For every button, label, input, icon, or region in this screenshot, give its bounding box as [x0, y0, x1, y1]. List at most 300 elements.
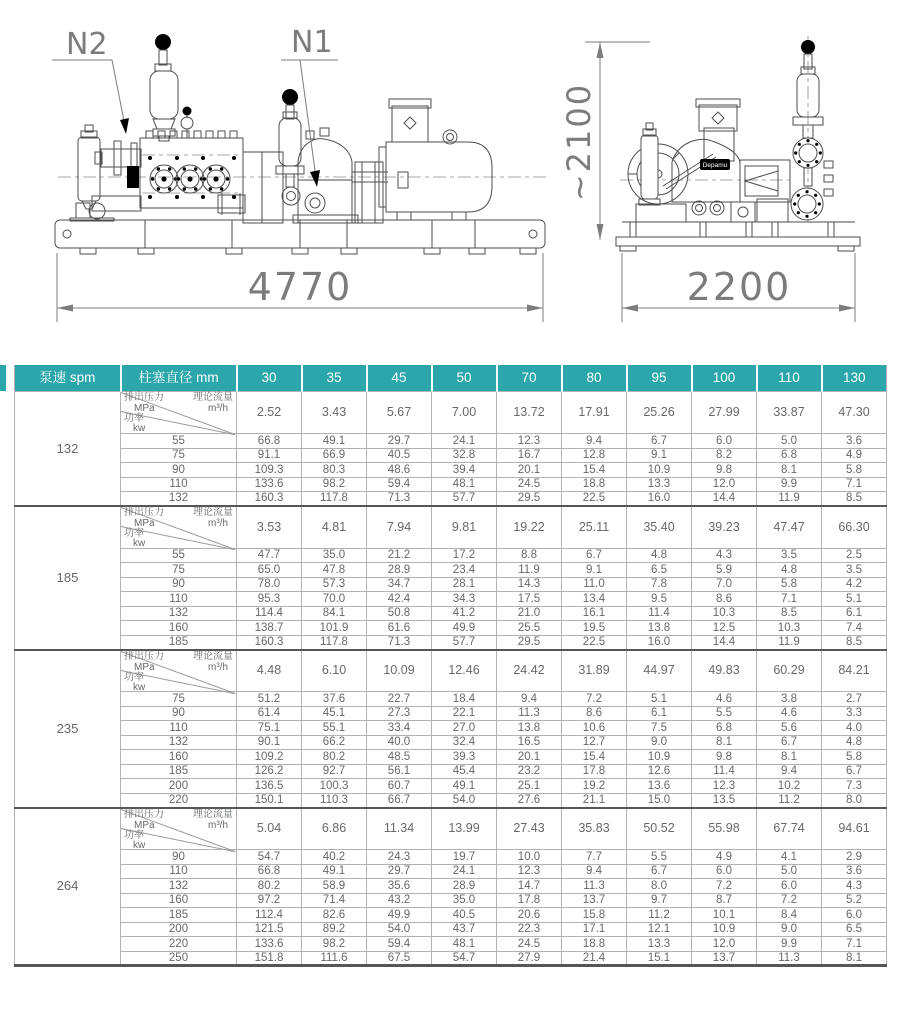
power-value: 8.1	[757, 463, 822, 478]
power-value: 12.0	[692, 477, 757, 492]
power-value: 66.8	[237, 864, 302, 879]
power-value: 42.4	[367, 592, 432, 607]
power-value: 17.1	[562, 922, 627, 937]
corner-power-unit-label: kw	[133, 538, 146, 549]
end-skid-base	[616, 222, 860, 251]
corner-discharge-pressure-label: 排出压力	[124, 507, 164, 518]
power-value: 6.1	[822, 606, 887, 621]
length-dimension	[57, 253, 543, 322]
pressure-label: 160	[121, 750, 237, 765]
power-value: 9.9	[757, 477, 822, 492]
pump-speed-value: 235	[15, 650, 121, 808]
corner-pressure-unit-label: MPa	[134, 819, 155, 831]
power-value: 27.6	[497, 793, 562, 808]
power-value: 8.0	[822, 793, 887, 808]
flow-value: 27.43	[497, 808, 562, 850]
power-value: 13.5	[692, 793, 757, 808]
power-value: 11.9	[497, 563, 562, 578]
pressure-label: 132	[121, 879, 237, 894]
power-value: 6.0	[822, 908, 887, 923]
power-value: 49.9	[432, 621, 497, 636]
power-value: 40.0	[367, 735, 432, 750]
power-value: 13.8	[627, 621, 692, 636]
power-value: 4.2	[822, 577, 887, 592]
power-value: 19.2	[562, 779, 627, 794]
power-value: 8.2	[692, 448, 757, 463]
power-value: 40.5	[432, 908, 497, 923]
power-value: 28.9	[367, 563, 432, 578]
power-value: 5.5	[627, 850, 692, 865]
power-value: 9.8	[692, 463, 757, 478]
power-value: 16.0	[627, 635, 692, 650]
diagonal-corner-cell	[121, 506, 237, 548]
accumulator-right	[276, 89, 304, 205]
power-value: 17.8	[497, 893, 562, 908]
pressure-label: 160	[121, 893, 237, 908]
power-value: 57.3	[302, 577, 367, 592]
pressure-label: 55	[121, 434, 237, 449]
front-bottle	[639, 123, 660, 205]
flow-value: 60.29	[757, 650, 822, 692]
power-value: 24.1	[432, 434, 497, 449]
power-value: 17.5	[497, 592, 562, 607]
power-value: 7.4	[822, 621, 887, 636]
flow-value: 4.48	[237, 650, 302, 692]
power-value: 4.8	[757, 563, 822, 578]
power-value: 24.1	[432, 864, 497, 879]
power-value: 8.6	[692, 592, 757, 607]
power-value: 21.2	[367, 548, 432, 563]
power-value: 9.4	[562, 434, 627, 449]
power-value: 57.7	[432, 635, 497, 650]
power-value: 12.6	[627, 764, 692, 779]
power-value: 13.4	[562, 592, 627, 607]
n1-arrowhead	[310, 170, 320, 187]
power-value: 109.2	[237, 750, 302, 765]
power-value: 22.1	[432, 706, 497, 721]
power-value: 70.0	[302, 592, 367, 607]
flow-value: 55.98	[692, 808, 757, 850]
flow-value: 84.21	[822, 650, 887, 692]
table-body	[15, 392, 887, 966]
corner-power-unit-label: kw	[133, 839, 146, 851]
flow-value: 39.23	[692, 506, 757, 548]
power-value: 138.7	[237, 621, 302, 636]
pressure-label: 185	[121, 635, 237, 650]
power-value: 82.6	[302, 908, 367, 923]
power-value: 7.8	[627, 577, 692, 592]
pump-spec-table	[14, 365, 887, 967]
power-value: 35.6	[367, 879, 432, 894]
power-value: 35.0	[302, 548, 367, 563]
pressure-label: 90	[121, 463, 237, 478]
flow-value: 66.30	[822, 506, 887, 548]
power-value: 7.0	[692, 577, 757, 592]
power-value: 11.4	[692, 764, 757, 779]
diagonal-corner-cell	[121, 650, 237, 692]
power-value: 58.9	[302, 879, 367, 894]
power-value: 6.1	[627, 706, 692, 721]
power-value: 66.9	[302, 448, 367, 463]
flow-value: 7.00	[432, 392, 497, 434]
power-value: 66.2	[302, 735, 367, 750]
power-value: 27.9	[497, 951, 562, 966]
power-value: 5.1	[627, 692, 692, 707]
power-value: 8.1	[757, 750, 822, 765]
power-value: 5.0	[757, 434, 822, 449]
corner-flow-unit-label: m³/h	[208, 661, 228, 673]
power-value: 6.8	[692, 721, 757, 736]
power-value: 5.2	[822, 893, 887, 908]
power-value: 10.6	[562, 721, 627, 736]
power-value: 59.4	[367, 937, 432, 952]
pump-speed-value: 132	[15, 392, 121, 507]
power-value: 49.9	[367, 908, 432, 923]
power-value: 3.6	[822, 864, 887, 879]
power-value: 3.5	[757, 548, 822, 563]
power-value: 12.0	[692, 937, 757, 952]
power-value: 109.3	[237, 463, 302, 478]
diameter-header: 70	[497, 365, 562, 392]
pump-body	[663, 139, 790, 222]
width-dim-text: 2200	[686, 265, 792, 309]
power-value: 71.3	[367, 635, 432, 650]
pressure-label: 110	[121, 864, 237, 879]
power-value: 34.7	[367, 577, 432, 592]
power-value: 160.3	[237, 635, 302, 650]
power-value: 18.4	[432, 692, 497, 707]
power-value: 14.4	[692, 635, 757, 650]
length-dim-text: 4770	[247, 265, 353, 309]
power-value: 12.3	[692, 779, 757, 794]
power-value: 10.3	[692, 606, 757, 621]
flow-value: 3.53	[237, 506, 302, 548]
power-value: 57.7	[432, 492, 497, 507]
power-value: 54.0	[432, 793, 497, 808]
diameter-header: 35	[302, 365, 367, 392]
power-value: 45.1	[302, 706, 367, 721]
pressure-label: 200	[121, 779, 237, 794]
power-value: 91.1	[237, 448, 302, 463]
flow-value: 7.94	[367, 506, 432, 548]
power-value: 20.1	[497, 463, 562, 478]
coupling-pedestal	[352, 162, 388, 223]
power-value: 49.1	[432, 779, 497, 794]
power-value: 6.0	[692, 864, 757, 879]
power-value: 61.4	[237, 706, 302, 721]
power-value: 8.5	[822, 635, 887, 650]
power-value: 17.2	[432, 548, 497, 563]
power-value: 16.5	[497, 735, 562, 750]
power-value: 55.1	[302, 721, 367, 736]
flow-value: 25.26	[627, 392, 692, 434]
power-value: 54.0	[367, 922, 432, 937]
power-value: 20.6	[497, 908, 562, 923]
pressure-label: 90	[121, 577, 237, 592]
power-value: 67.5	[367, 951, 432, 966]
brand-label: Depamu	[702, 162, 728, 169]
corner-flow-unit-label: m³/h	[208, 819, 228, 831]
power-value: 2.5	[822, 548, 887, 563]
power-value: 47.7	[237, 548, 302, 563]
power-value: 11.2	[757, 793, 822, 808]
corner-power-unit-label: kw	[133, 681, 146, 693]
power-value: 66.8	[237, 434, 302, 449]
diameter-header: 80	[562, 365, 627, 392]
power-value: 4.3	[822, 879, 887, 894]
corner-theoretical-flow-label: 理论流量	[193, 392, 233, 403]
power-value: 21.0	[497, 606, 562, 621]
flow-value: 4.81	[302, 506, 367, 548]
power-value: 92.7	[302, 764, 367, 779]
power-value: 5.5	[692, 706, 757, 721]
skid-base	[55, 220, 545, 254]
power-value: 13.7	[692, 951, 757, 966]
pressure-label: 220	[121, 793, 237, 808]
table-header	[15, 365, 887, 392]
power-value: 6.0	[757, 879, 822, 894]
power-value: 8.4	[757, 908, 822, 923]
pressure-label: 132	[121, 606, 237, 621]
power-value: 4.6	[692, 692, 757, 707]
power-value: 39.3	[432, 750, 497, 765]
power-value: 12.3	[497, 864, 562, 879]
power-value: 11.3	[497, 706, 562, 721]
power-value: 133.6	[237, 477, 302, 492]
power-value: 9.0	[627, 735, 692, 750]
power-value: 23.2	[497, 764, 562, 779]
power-value: 15.8	[562, 908, 627, 923]
power-value: 17.8	[562, 764, 627, 779]
power-value: 56.1	[367, 764, 432, 779]
power-value: 97.2	[237, 893, 302, 908]
power-value: 27.0	[432, 721, 497, 736]
power-value: 50.8	[367, 606, 432, 621]
power-value: 5.8	[822, 463, 887, 478]
power-value: 11.2	[627, 908, 692, 923]
corner-discharge-pressure-label: 排出压力	[124, 650, 164, 662]
power-value: 7.1	[822, 477, 887, 492]
power-value: 8.1	[692, 735, 757, 750]
power-value: 3.8	[757, 692, 822, 707]
flow-value: 47.30	[822, 392, 887, 434]
power-value: 6.7	[757, 735, 822, 750]
diameter-header: 100	[692, 365, 757, 392]
corner-pressure-unit-label: MPa	[134, 661, 155, 673]
power-value: 160.3	[237, 492, 302, 507]
power-value: 54.7	[237, 850, 302, 865]
width-dimension	[622, 253, 855, 322]
power-value: 10.0	[497, 850, 562, 865]
power-value: 2.7	[822, 692, 887, 707]
power-value: 117.8	[302, 635, 367, 650]
power-value: 121.5	[237, 922, 302, 937]
power-value: 10.9	[692, 922, 757, 937]
flow-value: 2.52	[237, 392, 302, 434]
flow-value: 5.67	[367, 392, 432, 434]
power-value: 39.4	[432, 463, 497, 478]
power-value: 25.5	[497, 621, 562, 636]
power-value: 11.0	[562, 577, 627, 592]
diameter-header: 130	[822, 365, 887, 392]
power-value: 6.7	[627, 864, 692, 879]
power-value: 12.7	[562, 735, 627, 750]
power-value: 5.8	[822, 750, 887, 765]
power-value: 48.1	[432, 937, 497, 952]
power-value: 14.4	[692, 492, 757, 507]
power-value: 8.0	[627, 879, 692, 894]
flow-value: 25.11	[562, 506, 627, 548]
pressure-label: 110	[121, 592, 237, 607]
pump-speed-value: 264	[15, 808, 121, 966]
flow-value: 10.09	[367, 650, 432, 692]
power-value: 71.4	[302, 893, 367, 908]
power-value: 12.8	[562, 448, 627, 463]
power-value: 9.1	[562, 563, 627, 578]
power-value: 114.4	[237, 606, 302, 621]
nozzle-n2-label: N2	[66, 27, 108, 62]
flow-value: 49.83	[692, 650, 757, 692]
power-value: 29.7	[367, 864, 432, 879]
power-value: 11.9	[757, 635, 822, 650]
power-value: 13.6	[627, 779, 692, 794]
power-value: 11.3	[562, 879, 627, 894]
power-value: 5.0	[757, 864, 822, 879]
power-value: 47.8	[302, 563, 367, 578]
power-value: 15.1	[627, 951, 692, 966]
corner-power-label: 功率	[124, 671, 144, 683]
corner-theoretical-flow-label: 理论流量	[193, 650, 233, 662]
power-value: 23.4	[432, 563, 497, 578]
power-value: 6.7	[822, 764, 887, 779]
power-value: 8.8	[497, 548, 562, 563]
flow-value: 27.99	[692, 392, 757, 434]
flow-value: 31.89	[562, 650, 627, 692]
diameter-header: 95	[627, 365, 692, 392]
power-value: 8.5	[757, 606, 822, 621]
pressure-label: 185	[121, 764, 237, 779]
power-value: 9.5	[627, 592, 692, 607]
power-value: 15.0	[627, 793, 692, 808]
corner-power-label: 功率	[124, 413, 144, 424]
power-value: 4.1	[757, 850, 822, 865]
power-value: 7.3	[822, 779, 887, 794]
diagonal-corner-cell	[121, 392, 237, 434]
power-value: 3.6	[822, 434, 887, 449]
pump-side-view-drawing	[10, 0, 560, 345]
flow-value: 6.10	[302, 650, 367, 692]
pressure-label: 90	[121, 706, 237, 721]
power-value: 151.8	[237, 951, 302, 966]
power-value: 16.7	[497, 448, 562, 463]
diagonal-corner-cell	[121, 808, 237, 850]
power-value: 10.2	[757, 779, 822, 794]
flow-value: 19.22	[497, 506, 562, 548]
pressure-label: 220	[121, 937, 237, 952]
power-value: 15.4	[562, 463, 627, 478]
power-value: 4.0	[822, 721, 887, 736]
power-value: 7.2	[757, 893, 822, 908]
power-value: 3.5	[822, 563, 887, 578]
power-value: 18.8	[562, 937, 627, 952]
power-value: 27.3	[367, 706, 432, 721]
power-value: 98.2	[302, 937, 367, 952]
header-band-bleed	[0, 365, 6, 391]
pressure-label: 90	[121, 850, 237, 865]
corner-flow-unit-label: m³/h	[208, 518, 228, 529]
power-value: 9.9	[757, 937, 822, 952]
power-value: 110.3	[302, 793, 367, 808]
power-value: 45.4	[432, 764, 497, 779]
power-value: 9.1	[627, 448, 692, 463]
power-value: 133.6	[237, 937, 302, 952]
power-value: 22.5	[562, 492, 627, 507]
power-value: 5.6	[757, 721, 822, 736]
flow-value: 50.52	[627, 808, 692, 850]
suction-inlet	[95, 141, 141, 188]
power-value: 22.3	[497, 922, 562, 937]
power-value: 9.0	[757, 922, 822, 937]
power-value: 9.8	[692, 750, 757, 765]
diameter-header: 30	[237, 365, 302, 392]
flow-value: 24.42	[497, 650, 562, 692]
end-accumulator	[791, 40, 833, 220]
power-value: 13.3	[627, 937, 692, 952]
power-value: 40.2	[302, 850, 367, 865]
pressure-label: 132	[121, 735, 237, 750]
power-value: 75.1	[237, 721, 302, 736]
electric-motor	[379, 99, 492, 220]
power-value: 13.8	[497, 721, 562, 736]
power-value: 32.4	[432, 735, 497, 750]
diameter-header: 45	[367, 365, 432, 392]
power-value: 24.5	[497, 477, 562, 492]
power-value: 90.1	[237, 735, 302, 750]
power-value: 41.2	[432, 606, 497, 621]
flow-value: 44.97	[627, 650, 692, 692]
power-value: 2.9	[822, 850, 887, 865]
power-value: 21.1	[562, 793, 627, 808]
power-value: 65.0	[237, 563, 302, 578]
pump-speed-value: 185	[15, 506, 121, 650]
power-value: 29.5	[497, 492, 562, 507]
diameter-header: 110	[757, 365, 822, 392]
corner-power-unit-label: kw	[133, 423, 146, 434]
power-value: 111.6	[302, 951, 367, 966]
power-value: 12.3	[497, 434, 562, 449]
power-value: 19.5	[562, 621, 627, 636]
power-value: 49.1	[302, 434, 367, 449]
corner-pressure-unit-label: MPa	[134, 403, 155, 414]
flow-value: 47.47	[757, 506, 822, 548]
corner-pressure-unit-label: MPa	[134, 518, 155, 529]
power-value: 28.1	[432, 577, 497, 592]
power-value: 10.9	[627, 750, 692, 765]
power-value: 4.8	[627, 548, 692, 563]
pressure-label: 132	[121, 492, 237, 507]
power-value: 15.4	[562, 750, 627, 765]
power-value: 43.2	[367, 893, 432, 908]
power-value: 9.4	[497, 692, 562, 707]
power-value: 11.4	[627, 606, 692, 621]
power-value: 37.6	[302, 692, 367, 707]
pressure-label: 75	[121, 448, 237, 463]
pressure-label: 75	[121, 563, 237, 578]
power-value: 28.9	[432, 879, 497, 894]
flow-value: 11.34	[367, 808, 432, 850]
flow-value: 35.40	[627, 506, 692, 548]
power-value: 34.3	[432, 592, 497, 607]
